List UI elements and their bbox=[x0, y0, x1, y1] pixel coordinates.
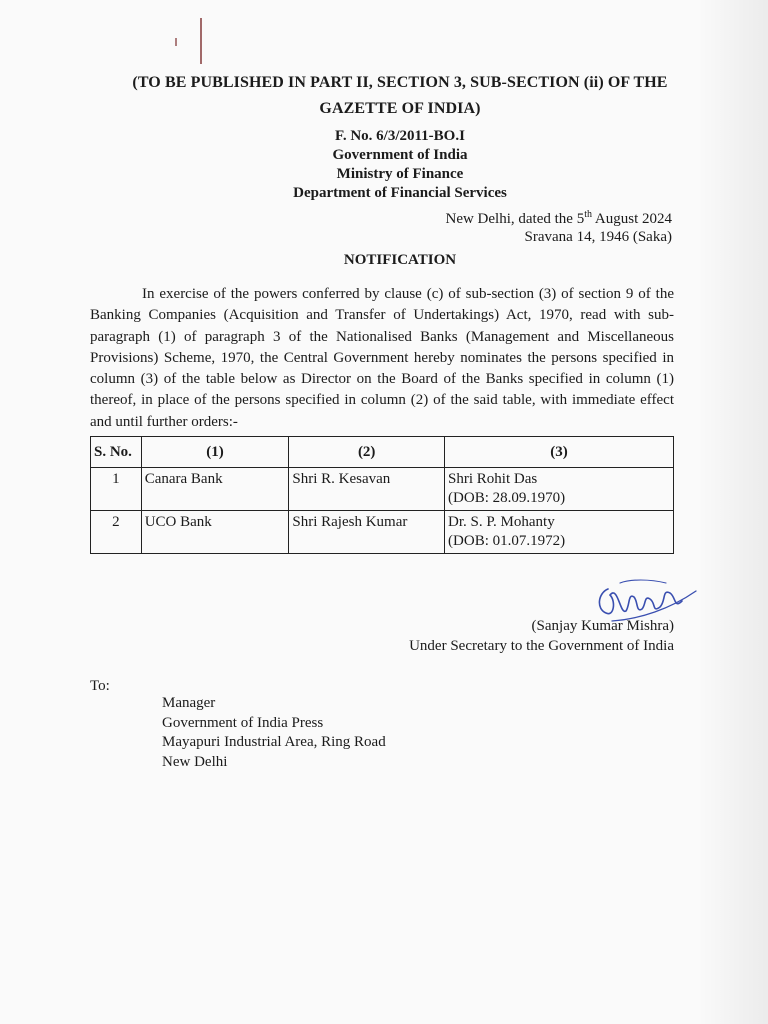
table-header-row bbox=[91, 437, 674, 468]
address-line: Mayapuri Industrial Area, Ring Road bbox=[162, 734, 386, 750]
row-bank: Canara Bank bbox=[141, 468, 289, 511]
body-text bbox=[90, 284, 674, 433]
address-line: Government of India Press bbox=[162, 714, 324, 731]
row-new-director bbox=[445, 468, 674, 511]
table-row bbox=[91, 511, 674, 554]
ministry-name: Ministry of Finance bbox=[336, 166, 464, 182]
department-name: Department of Financial Services bbox=[293, 185, 507, 201]
row-sno: 1 bbox=[91, 468, 142, 511]
header-sno: S. No. bbox=[91, 437, 142, 468]
new-director-name: Dr. S. P. Mohanty bbox=[448, 514, 555, 530]
row-new-director bbox=[445, 511, 674, 554]
header-col1: (1) bbox=[141, 437, 289, 468]
to-label: To: bbox=[90, 678, 110, 694]
directors-table bbox=[90, 436, 674, 554]
header-col2: (2) bbox=[289, 437, 445, 468]
signatory-name: (Sanjay Kumar Mishra) bbox=[531, 618, 674, 634]
row-outgoing: Shri R. Kesavan bbox=[289, 468, 445, 511]
margin-mark bbox=[200, 18, 202, 64]
new-director-dob: (DOB: 28.09.1970) bbox=[448, 490, 566, 506]
table-row bbox=[91, 468, 674, 511]
body-paragraph: In exercise of the powers conferred by clause (c) of sub-section (3) of section 9 of the Banking Companies (Acquisition and Transfer of Undertakings) Act, 1970, read with sub-paragraph (1) of paragraph 3 of the Nationalised Banks (Management and Miscellaneous Provisions) Scheme, 1970, the Central Government hereby nominates the persons specified in column (3) of the table below as Director on the Board of the Banks specified in column (1) thereof, in place of the persons specified in column (2) of the said table, with immediate effect and until further orders:- bbox=[90, 286, 674, 430]
date-line bbox=[445, 209, 672, 228]
recipient-address bbox=[162, 694, 386, 772]
address-line: Manager bbox=[162, 695, 216, 711]
government-name: Government of India bbox=[332, 147, 468, 163]
signatory-designation: Under Secretary to the Government of India bbox=[409, 638, 674, 654]
date-prefix: New Delhi, dated the 5 bbox=[445, 211, 585, 227]
address-line: New Delhi bbox=[162, 753, 228, 770]
row-sno: 2 bbox=[91, 511, 142, 554]
date-suffix: August 2024 bbox=[591, 211, 672, 227]
publication-line-2: GAZETTE OF INDIA) bbox=[319, 100, 481, 117]
publication-line-1: (TO BE PUBLISHED IN PART II, SECTION 3, SUB-SECTION (ii) OF THE bbox=[132, 74, 668, 91]
row-outgoing: Shri Rajesh Kumar bbox=[289, 511, 445, 554]
row-bank: UCO Bank bbox=[141, 511, 289, 554]
date-superscript: th bbox=[584, 209, 592, 220]
page-shadow bbox=[698, 0, 768, 1024]
new-director-name: Shri Rohit Das bbox=[448, 471, 538, 487]
header-col3: (3) bbox=[445, 437, 674, 468]
notification-title: NOTIFICATION bbox=[343, 252, 457, 268]
new-director-dob: (DOB: 01.07.1972) bbox=[448, 533, 566, 549]
saka-date: Sravana 14, 1946 (Saka) bbox=[524, 229, 672, 245]
margin-dot bbox=[175, 38, 177, 46]
file-number: F. No. 6/3/2011-BO.I bbox=[335, 128, 465, 144]
